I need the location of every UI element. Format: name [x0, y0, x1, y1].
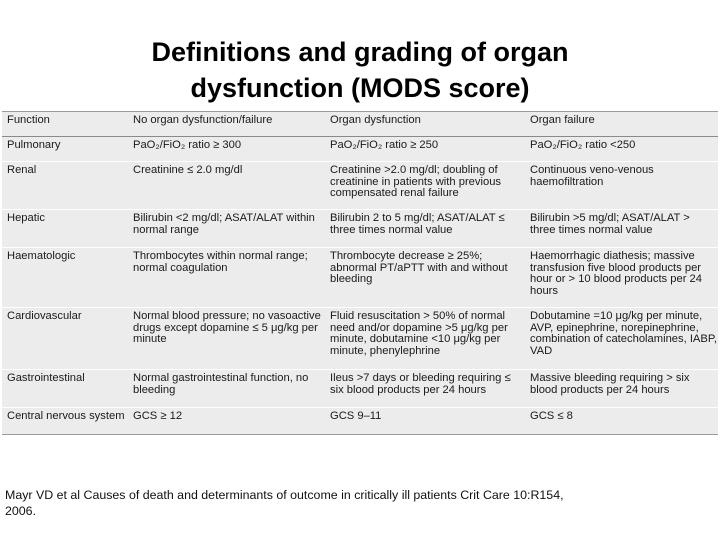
header-organ-failure: Organ failure — [530, 114, 595, 126]
cell-line: minute — [133, 333, 167, 345]
no-dysfunction-cell — [133, 311, 325, 346]
no-dysfunction-cell — [133, 140, 325, 152]
cell-line: Bilirubin <2 mg/dl; ASAT/ALAT within — [133, 212, 315, 224]
dysfunction-cell — [330, 251, 526, 286]
cell-line: Bilirubin 2 to 5 mg/dl; ASAT/ALAT ≤ — [330, 212, 505, 224]
cell-line: Dobutamine =10 μg/kg per minute, — [530, 310, 703, 322]
no-dysfunction-cell — [133, 373, 325, 396]
title-line: Definitions and grading of organ — [151, 37, 569, 67]
cell-line: creatinine in patients with previous — [330, 175, 502, 188]
dysfunction-cell — [330, 140, 526, 152]
cell-line: Continuous veno-venous — [530, 164, 654, 176]
cell-line: GCS ≥ 12 — [133, 410, 183, 422]
table-row — [2, 137, 718, 162]
cell-line: bleeding — [133, 383, 176, 396]
failure-cell — [530, 411, 716, 423]
table-row — [2, 308, 718, 370]
cell-line: Creatinine ≤ 2.0 mg/dl — [133, 164, 243, 176]
table-header-row — [2, 112, 718, 137]
mods-score-table — [2, 111, 718, 435]
no-dysfunction-cell — [133, 411, 325, 423]
failure-cell — [530, 311, 716, 357]
dysfunction-cell — [330, 311, 526, 357]
cell-line: compensated renal failure — [330, 187, 459, 199]
cell-line: hour or > 10 blood products per 24 — [530, 273, 702, 285]
function-cell — [7, 311, 127, 323]
cell-line: combination of catecholamines, IABP, — [530, 333, 717, 345]
cell-line: VAD — [530, 344, 553, 357]
cell-line: hours — [530, 284, 558, 297]
function-cell — [7, 213, 127, 225]
header-function: Function — [7, 114, 50, 126]
cell-line: three times normal value — [330, 223, 453, 236]
failure-cell — [530, 251, 716, 297]
cell-line: minute, phenylephrine — [330, 344, 441, 357]
no-dysfunction-cell — [133, 213, 325, 236]
dysfunction-cell — [330, 165, 526, 200]
source-citation — [5, 487, 705, 519]
cell-line: Gastrointestinal — [7, 372, 85, 384]
cell-line: GCS 9–11 — [330, 410, 382, 422]
cell-line: Haematologic — [7, 250, 76, 262]
cell-line: six blood products per 24 hours — [330, 383, 487, 396]
cell-line: normal range — [133, 223, 199, 236]
table-row — [2, 210, 718, 248]
citation-line: 2006. — [5, 504, 37, 518]
cell-line: three times normal value — [530, 223, 653, 236]
dysfunction-cell — [330, 213, 526, 236]
table-row — [2, 162, 718, 210]
cell-line: PaO₂/FiO₂ ratio <250 — [530, 139, 636, 151]
no-dysfunction-cell — [133, 251, 325, 274]
table-row — [2, 248, 718, 308]
cell-line: Ileus >7 days or bleeding requiring ≤ — [330, 372, 511, 384]
failure-cell — [530, 373, 716, 396]
failure-cell — [530, 213, 716, 236]
failure-cell — [530, 165, 716, 188]
cell-line: Haemorrhagic diathesis; massive — [530, 250, 695, 262]
cell-line: PaO₂/FiO₂ ratio ≥ 250 — [330, 139, 439, 151]
function-cell — [7, 251, 127, 263]
cell-line: abnormal PT/aPTT with and without — [330, 261, 508, 274]
no-dysfunction-cell — [133, 165, 325, 177]
cell-line: Pulmonary — [7, 139, 61, 151]
cell-line: Thrombocytes within normal range; — [133, 250, 308, 262]
header-no-dysfunction: No organ dysfunction/failure — [133, 114, 273, 126]
table-row — [2, 408, 718, 434]
function-cell — [7, 165, 127, 177]
function-cell — [7, 373, 127, 385]
title-line: dysfunction (MODS score) — [190, 73, 530, 103]
cell-line: Bilirubin >5 mg/dl; ASAT/ALAT > — [530, 212, 690, 224]
cell-line: PaO₂/FiO₂ ratio ≥ 300 — [133, 139, 242, 151]
cell-line: Creatinine >2.0 mg/dl; doubling of — [330, 164, 498, 176]
citation-line: Mayr VD et al Causes of death and determinants of outcome in critically ill patients Crit Care 10:R154, — [5, 488, 564, 502]
cell-line: minute, dobutamine <10 μg/kg per — [330, 333, 501, 345]
cell-line: Renal — [7, 164, 37, 176]
cell-line: Massive bleeding requiring > six — [530, 372, 690, 384]
cell-line: AVP, epinephrine, norepinephrine, — [530, 321, 699, 334]
cell-line: need and/or dopamine >5 μg/kg per — [330, 321, 508, 334]
cell-line: blood products per 24 hours — [530, 383, 670, 396]
dysfunction-cell — [330, 411, 526, 423]
table-row — [2, 370, 718, 408]
cell-line: drugs except dopamine ≤ 5 μg/kg per — [133, 321, 318, 334]
cell-line: transfusion five blood products per — [530, 261, 702, 274]
cell-line: GCS ≤ 8 — [530, 410, 573, 422]
cell-line: Cardiovascular — [7, 310, 82, 322]
cell-line: haemofiltration — [530, 175, 604, 188]
cell-line: Central nervous system — [7, 410, 125, 422]
cell-line: Fluid resuscitation > 50% of normal — [330, 310, 506, 322]
function-cell — [7, 411, 127, 423]
page-title — [0, 34, 720, 106]
dysfunction-cell — [330, 373, 526, 396]
cell-line: normal coagulation — [133, 261, 228, 274]
function-cell — [7, 140, 127, 152]
cell-line: Thrombocyte decrease ≥ 25%; — [330, 250, 483, 262]
header-organ-dysfunction: Organ dysfunction — [330, 114, 421, 126]
cell-line: Hepatic — [7, 212, 45, 224]
cell-line: bleeding — [330, 273, 373, 285]
cell-line: Normal gastrointestinal function, no — [133, 372, 309, 384]
cell-line: Normal blood pressure; no vasoactive — [133, 310, 321, 322]
failure-cell — [530, 140, 716, 152]
